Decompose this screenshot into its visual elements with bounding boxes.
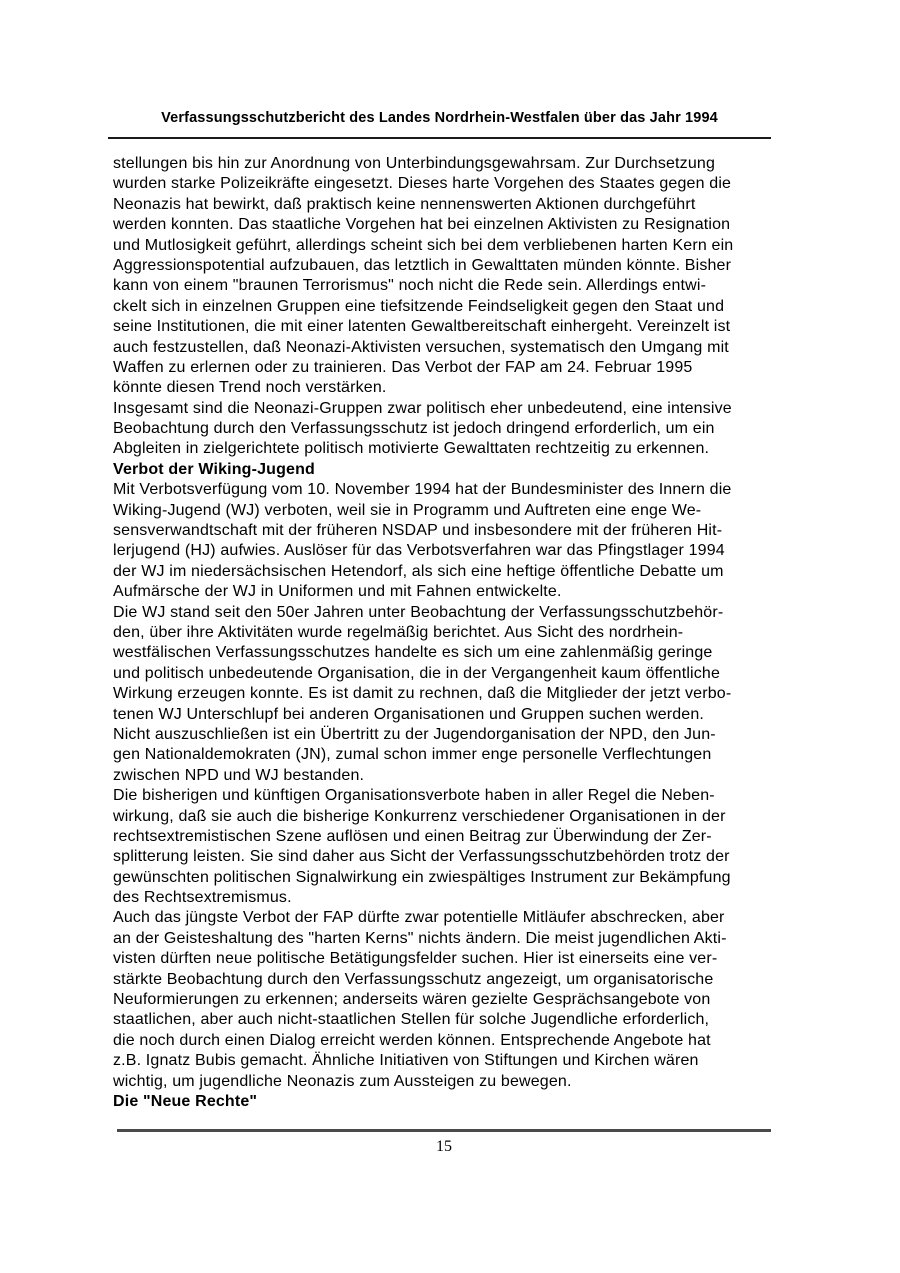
text-line: Insgesamt sind die Neonazi-Gruppen zwar politisch eher unbedeutend, eine intensive bbox=[113, 399, 732, 417]
paragraph bbox=[113, 908, 828, 1092]
text-line: der WJ im niedersächsischen Hetendorf, als sich eine heftige öffentliche Debatte um bbox=[113, 562, 724, 580]
paragraph bbox=[113, 399, 828, 460]
text-line: kann von einem "braunen Terrorismus" noch nicht die Rede sein. Allerdings entwi- bbox=[113, 277, 707, 295]
text-line: Auch das jüngste Verbot der FAP dürfte zwar potentielle Mitläufer abschrecken, aber bbox=[113, 909, 725, 927]
text-line: staatlichen, aber auch nicht-staatlichen Stellen für solche Jugendliche erforderlich, bbox=[113, 1011, 710, 1029]
footer-rule bbox=[117, 1129, 771, 1132]
text-line: Die bisherigen und künftigen Organisationsverbote haben in aller Regel die Neben- bbox=[113, 787, 715, 805]
text-line: stellungen bis hin zur Anordnung von Unterbindungsgewahrsam. Zur Durchsetzung bbox=[113, 155, 715, 172]
text-line: des Rechtsextremismus. bbox=[113, 889, 292, 907]
text-line: lerjugend (HJ) aufwies. Auslöser für das Verbotsverfahren war das Pfingstlager 1994 bbox=[113, 542, 725, 560]
text-line: Neuformierungen zu erkennen; anderseits wären gezielte Gesprächsangebote von bbox=[113, 991, 711, 1009]
text-line: westfälischen Verfassungsschutzes handelte es sich um eine zahlenmäßig geringe bbox=[113, 644, 713, 662]
text-line: tenen WJ Unterschlupf bei anderen Organisationen und Gruppen suchen werden. bbox=[113, 705, 705, 723]
text-line: Waffen zu erlernen oder zu trainieren. Das Verbot der FAP am 24. Februar 1995 bbox=[113, 358, 693, 376]
text-line: auch festzustellen, daß Neonazi-Aktivisten versuchen, systematisch den Umgang mit bbox=[113, 338, 729, 356]
text-line: die noch durch einen Dialog erreicht werden können. Entsprechende Angebote hat bbox=[113, 1031, 711, 1049]
text-line: Verbot der Wiking-Jugend bbox=[113, 460, 315, 478]
text-line: Die "Neue Rechte" bbox=[113, 1092, 258, 1110]
text-line: wirkung, daß sie auch die bisherige Konkurrenz verschiedener Organisationen in der bbox=[113, 807, 726, 825]
text-line: und politisch unbedeutende Organisation, die in der Vergangenheit kaum öffentliche bbox=[113, 664, 721, 682]
text-line: z.B. Ignatz Bubis gemacht. Ähnliche Initiativen von Stiftungen und Kirchen wären bbox=[113, 1052, 699, 1070]
text-line: zwischen NPD und WJ bestanden. bbox=[113, 766, 365, 784]
page-number: 15 bbox=[436, 1138, 452, 1155]
paragraph bbox=[113, 603, 828, 787]
text-line: wichtig, um jugendliche Neonazis zum Aussteigen zu bewegen. bbox=[113, 1072, 572, 1090]
running-head-title: Verfassungsschutzbericht des Landes Nordrhein-Westfalen über das Jahr 1994 bbox=[161, 110, 718, 126]
text-line: könnte diesen Trend noch verstärken. bbox=[113, 379, 387, 397]
text-line: und Mutlosigkeit geführt, allerdings scheint sich bei dem verbliebenen harten Kern ein bbox=[113, 236, 734, 254]
text-line: Wirkung erzeugen konnte. Es ist damit zu rechnen, daß die Mitglieder der jetzt verbo- bbox=[113, 685, 732, 703]
text-line: visten dürften neue politische Betätigungsfelder suchen. Hier ist einerseits eine ver- bbox=[113, 950, 718, 968]
text-line: Die WJ stand seit den 50er Jahren unter Beobachtung der Verfassungsschutzbehör- bbox=[113, 603, 724, 621]
text-line: Aggressionspotential aufzubauen, das letztlich in Gewalttaten münden könnte. Bisher bbox=[113, 256, 732, 274]
text-line: rechtsextremistischen Szene auflösen und einen Beitrag zur Überwindung der Zer- bbox=[113, 827, 712, 845]
paragraph bbox=[113, 154, 828, 399]
text-line: gen Nationaldemokraten (JN), zumal schon immer enge personelle Verflechtungen bbox=[113, 746, 712, 764]
text-line: splitterung leisten. Sie sind daher aus Sicht der Verfassungsschutzbehörden trotz der bbox=[113, 848, 730, 866]
text-line: Wiking-Jugend (WJ) verboten, weil sie in Programm und Auftreten eine enge We- bbox=[113, 501, 702, 519]
paragraph bbox=[113, 786, 828, 908]
text-line: Mit Verbotsverfügung vom 10. November 1994 hat der Bundesminister des Innern die bbox=[113, 481, 732, 499]
body-text bbox=[113, 154, 828, 1112]
text-line: werden konnten. Das staatliche Vorgehen hat bei einzelnen Aktivisten zu Resignation bbox=[113, 216, 731, 234]
text-line: Aufmärsche der WJ in Uniformen und mit Fahnen entwickelte. bbox=[113, 583, 562, 601]
text-line: seine Institutionen, die mit einer latenten Gewaltbereitschaft einhergeht. Vereinzelt ist bbox=[113, 318, 731, 336]
paragraph bbox=[113, 480, 828, 602]
text-line: sensverwandtschaft mit der früheren NSDAP und insbesondere mit der früheren Hit- bbox=[113, 522, 723, 540]
text-line: stärkte Beobachtung durch den Verfassungsschutz angezeigt, um organisatorische bbox=[113, 970, 714, 988]
text-line: den, über ihre Aktivitäten wurde regelmäßig berichtet. Aus Sicht des nordrhein- bbox=[113, 623, 684, 641]
text-line: ckelt sich in einzelnen Gruppen eine tiefsitzende Feindseligkeit gegen den Staat und bbox=[113, 297, 725, 315]
text-line: wurden starke Polizeikräfte eingesetzt. Dieses harte Vorgehen des Staates gegen die bbox=[113, 175, 732, 193]
section-heading bbox=[113, 1092, 828, 1112]
text-line: Abgleiten in zielgerichtete politisch motivierte Gewalttaten rechtzeitig zu erkennen. bbox=[113, 440, 710, 458]
section-heading bbox=[113, 460, 828, 480]
text-line: gewünschten politischen Signalwirkung ein zwiespältiges Instrument zur Bekämpfung bbox=[113, 868, 731, 886]
header-rule bbox=[108, 137, 771, 139]
text-line: Nicht auszuschließen ist ein Übertritt zu der Jugendorganisation der NPD, den Jun- bbox=[113, 725, 716, 743]
text-line: Beobachtung durch den Verfassungsschutz ist jedoch dringend erforderlich, um ein bbox=[113, 420, 715, 438]
text-line: Neonazis hat bewirkt, daß praktisch keine nennenswerten Aktionen durchgeführt bbox=[113, 195, 696, 213]
text-line: an der Geisteshaltung des "harten Kerns" nichts ändern. Die meist jugendlichen Akti- bbox=[113, 929, 727, 947]
